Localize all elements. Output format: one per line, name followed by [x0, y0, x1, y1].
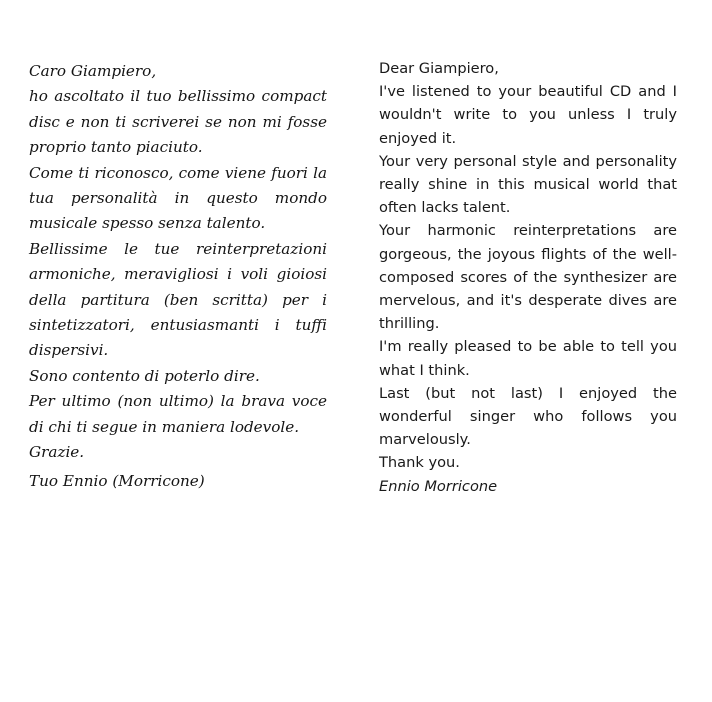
english-paragraph-4: I'm really pleased to be able to tell you what I think.	[379, 338, 677, 379]
italian-paragraph-5: Per ultimo (non ultimo) la brava voce di chi ti segue in maniera lodevole.	[29, 392, 327, 436]
italian-paragraph-2: Come ti riconosco, come viene fuori la tua personalità in questo mondo musicale spesso senza talento.	[29, 163, 327, 233]
italian-salutation: Caro Giampiero,	[29, 62, 157, 80]
italian-signature: Tuo Ennio (Morricone)	[29, 471, 205, 490]
english-signature: Ennio Morricone	[379, 477, 498, 495]
italian-paragraph-3: Bellissime le tue reinterpretazioni armoniche, meravigliosi i voli gioiosi della partitura (ben scritta) per i sintetizzatori, entusiasmanti i tuffi dispersivi.	[29, 239, 327, 360]
english-paragraph-2: Your very personal style and personality really shine in this musical world that often lacks talent.	[379, 152, 677, 217]
english-salutation: Dear Giampiero,	[379, 60, 499, 77]
italian-paragraph-1: ho ascoltato il tuo bellissimo compact disc e non ti scriverei se non mi fosse proprio tanto piaciuto.	[29, 87, 327, 157]
italian-paragraph-4: Sono contento di poterlo dire.	[29, 366, 260, 385]
english-paragraph-6: Thank you.	[379, 454, 460, 472]
italian-paragraph-6: Grazie.	[29, 443, 85, 462]
italian-handwritten-letter	[29, 59, 327, 494]
english-translation-letter	[379, 57, 677, 498]
english-paragraph-1: I've listened to your beautiful CD and I wouldn't write to you unless I truly enjoyed it.	[379, 83, 677, 147]
english-paragraph-3: Your harmonic reinterpretations are gorgeous, the joyous flights of the well-composed scores of the synthesizer are mervelous, and it's desperate dives are thrilling.	[379, 222, 677, 333]
english-paragraph-5: Last (but not last) I enjoyed the wonderful singer who follows you marvelously.	[379, 384, 677, 449]
